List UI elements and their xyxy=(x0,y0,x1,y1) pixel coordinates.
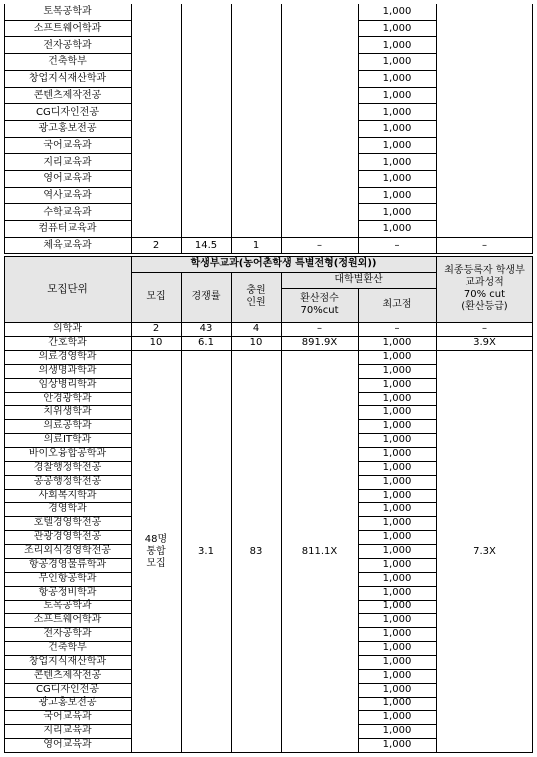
grade-cell: 3.9X xyxy=(473,337,496,348)
score-cell: 891.9X xyxy=(301,337,338,348)
max-cell: – xyxy=(394,323,400,334)
unit-cell: 국어교육과 xyxy=(43,711,92,723)
merged-recruit-line3: 모집 xyxy=(146,557,166,569)
max-cell: 1,000 xyxy=(382,56,412,68)
unit-cell: 항공경영물류학과 xyxy=(28,558,107,570)
max-cell: 1,000 xyxy=(382,206,412,218)
table-row xyxy=(4,188,533,205)
table-row xyxy=(4,37,533,54)
unit-cell: 콘텐츠제작전공 xyxy=(33,669,102,681)
max-cell: 1,000 xyxy=(382,739,412,751)
filled-cell: 4 xyxy=(252,323,260,334)
unit-cell: 토목공학과 xyxy=(43,600,92,612)
unit-cell: 지리교육과 xyxy=(43,725,92,737)
unit-cell: 영어교육과 xyxy=(43,173,92,185)
header-univ-conversion: 대학별환산 xyxy=(334,274,383,285)
table-row xyxy=(4,154,533,171)
max-cell: 1,000 xyxy=(382,572,412,584)
recruit-cell: 2 xyxy=(152,323,160,334)
unit-cell: 소프트웨어학과 xyxy=(33,614,102,626)
max-cell: 1,000 xyxy=(382,628,412,640)
max-cell: 1,000 xyxy=(382,89,412,101)
unit-cell: 건축학부 xyxy=(48,642,87,654)
unit-cell: 콘텐츠제작전공 xyxy=(33,89,102,101)
max-cell: 1,000 xyxy=(382,461,412,473)
unit-cell: 역사교육과 xyxy=(43,190,92,202)
max-cell: 1,000 xyxy=(382,39,412,51)
unit-cell: 항공정비학과 xyxy=(38,586,97,598)
unit-cell: 국어교육과 xyxy=(43,139,92,151)
max-cell: 1,000 xyxy=(382,23,412,35)
max-cell: 1,000 xyxy=(382,697,412,709)
max-cell: 1,000 xyxy=(382,420,412,432)
max-cell: 1,000 xyxy=(382,434,412,446)
header-score-line1: 환산점수 xyxy=(300,293,339,304)
table-row xyxy=(4,322,533,336)
unit-cell: 조리외식경영학전공 xyxy=(24,544,111,556)
max-cell: 1,000 xyxy=(382,190,412,202)
header-score-line2: 70%cut xyxy=(300,305,339,316)
competition-cell: 6.1 xyxy=(198,337,214,348)
unit-cell: 간호학과 xyxy=(48,337,87,348)
unit-cell: 치위생학과 xyxy=(43,406,92,418)
table-row xyxy=(4,204,533,221)
header-score xyxy=(281,288,358,322)
unit-cell: 수학교육과 xyxy=(43,206,92,218)
max-cell: 1,000 xyxy=(382,223,412,235)
unit-cell: 호텔경영학전공 xyxy=(33,517,102,529)
header-filled xyxy=(231,272,281,322)
merged-recruit-line2: 통합 xyxy=(146,545,166,557)
max-cell: 1,000 xyxy=(382,531,412,543)
table-row xyxy=(4,336,533,350)
unit-cell: 토목공학과 xyxy=(43,6,92,18)
unit-cell: 지리교육과 xyxy=(43,156,92,168)
header-max: 최고점 xyxy=(382,299,412,310)
recruit-cell: 10 xyxy=(149,337,163,348)
table-rural-special xyxy=(4,256,533,753)
max-cell: 1,000 xyxy=(382,586,412,598)
header-final-line4: (환산등급) xyxy=(461,301,508,312)
merged-filled: 83 xyxy=(249,545,263,557)
recruit-cell: 2 xyxy=(152,240,160,251)
unit-cell: 경영학과 xyxy=(48,503,87,515)
max-cell: 1,000 xyxy=(382,517,412,529)
max-cell: 1,000 xyxy=(382,558,412,570)
merged-recruit-line1: 48명 xyxy=(144,533,168,545)
max-cell: 1,000 xyxy=(382,364,412,376)
max-cell: 1,000 xyxy=(382,544,412,556)
unit-cell: 창업지식재산학과 xyxy=(28,73,107,85)
unit-cell: 전자공학과 xyxy=(43,39,92,51)
unit-cell: 광고홍보전공 xyxy=(38,697,97,709)
unit-cell: 공공행정학전공 xyxy=(33,475,102,487)
score-cell: – xyxy=(317,240,322,251)
table-row xyxy=(4,4,533,21)
max-cell: 1,000 xyxy=(382,683,412,695)
header-final-line3: 70% cut xyxy=(463,289,506,300)
merged-recruit xyxy=(131,350,181,753)
table-row xyxy=(4,104,533,121)
header-filled-line1: 충원 xyxy=(246,285,266,296)
competition-cell: 14.5 xyxy=(194,240,218,251)
max-cell: 1,000 xyxy=(382,475,412,487)
max-cell: 1,000 xyxy=(382,642,412,654)
header-final-line1: 최종등록자 학생부 xyxy=(444,265,525,276)
table-row xyxy=(4,221,533,238)
max-cell: 1,000 xyxy=(382,489,412,501)
filled-cell: 1 xyxy=(252,240,260,251)
table-row xyxy=(4,121,533,138)
max-cell: 1,000 xyxy=(382,156,412,168)
header-recruit: 모집 xyxy=(146,291,166,302)
header-unit: 모집단위 xyxy=(47,283,88,295)
unit-cell: 건축학부 xyxy=(48,56,87,68)
unit-cell: 창업지식재산학과 xyxy=(28,655,107,667)
max-cell: 1,000 xyxy=(382,6,412,18)
unit-cell: 관광경영학전공 xyxy=(33,531,102,543)
max-cell: 1,000 xyxy=(382,600,412,612)
competition-cell: 43 xyxy=(199,323,213,334)
table-continuation xyxy=(4,4,533,254)
unit-cell: 의료경영학과 xyxy=(38,350,97,362)
max-cell: 1,000 xyxy=(382,73,412,85)
merged-grade: 7.3X xyxy=(473,545,496,557)
unit-cell: 영어교육과 xyxy=(43,739,92,751)
table-row xyxy=(4,21,533,38)
header-final-line2: 교과성적 xyxy=(465,277,504,288)
merged-score: 811.1X xyxy=(301,545,338,557)
max-cell: 1,000 xyxy=(382,350,412,362)
max-cell: 1,000 xyxy=(382,392,412,404)
unit-cell: CG디자인전공 xyxy=(35,683,100,695)
filled-cell: 10 xyxy=(249,337,263,348)
unit-cell: 전자공학과 xyxy=(43,628,92,640)
max-cell: 1,000 xyxy=(382,711,412,723)
max-cell: 1,000 xyxy=(382,106,412,118)
unit-cell: 의학과 xyxy=(53,323,82,334)
unit-cell: 바이오융합공학과 xyxy=(28,447,107,459)
unit-cell: 임상병리학과 xyxy=(38,378,97,390)
header-group-title: 학생부교과(농어촌학생 특별전형(정원외)) xyxy=(190,258,377,269)
header-filled-line2: 인원 xyxy=(246,297,266,308)
table-row xyxy=(4,88,533,105)
max-cell: 1,000 xyxy=(382,655,412,667)
unit-cell: 의생명과학과 xyxy=(38,364,97,376)
table-row xyxy=(4,171,533,188)
unit-cell: 의료IT학과 xyxy=(43,434,92,446)
max-cell: 1,000 xyxy=(382,406,412,418)
max-cell: 1,000 xyxy=(382,725,412,737)
unit-cell: 안경광학과 xyxy=(43,392,92,404)
max-cell: 1,000 xyxy=(382,337,412,348)
max-cell: – xyxy=(394,240,400,251)
header-competition: 경쟁률 xyxy=(191,291,221,302)
max-cell: 1,000 xyxy=(382,503,412,515)
unit-cell: CG디자인전공 xyxy=(35,106,100,118)
unit-cell: 경찰행정학전공 xyxy=(33,461,102,473)
max-cell: 1,000 xyxy=(382,669,412,681)
unit-cell: 소프트웨어학과 xyxy=(33,23,102,35)
unit-cell: 체육교육과 xyxy=(43,240,92,251)
unit-cell: 사회복지학과 xyxy=(38,489,97,501)
table-row xyxy=(4,238,533,254)
header-final-grade xyxy=(436,256,533,322)
max-cell: 1,000 xyxy=(382,378,412,390)
grade-cell: – xyxy=(482,240,487,251)
table-row xyxy=(4,71,533,88)
score-cell: – xyxy=(317,323,322,334)
table-row xyxy=(4,138,533,155)
max-cell: 1,000 xyxy=(382,139,412,151)
unit-cell: 의료공학과 xyxy=(43,420,92,432)
unit-cell: 무인항공학과 xyxy=(38,572,97,584)
grade-cell: – xyxy=(482,323,487,334)
max-cell: 1,000 xyxy=(382,123,412,135)
table-row xyxy=(4,54,533,71)
max-cell: 1,000 xyxy=(382,447,412,459)
max-cell: 1,000 xyxy=(382,173,412,185)
merged-competition: 3.1 xyxy=(198,545,214,557)
unit-cell: 컴퓨터교육과 xyxy=(38,223,97,235)
max-cell: 1,000 xyxy=(382,614,412,626)
unit-cell: 광고홍보전공 xyxy=(38,123,97,135)
